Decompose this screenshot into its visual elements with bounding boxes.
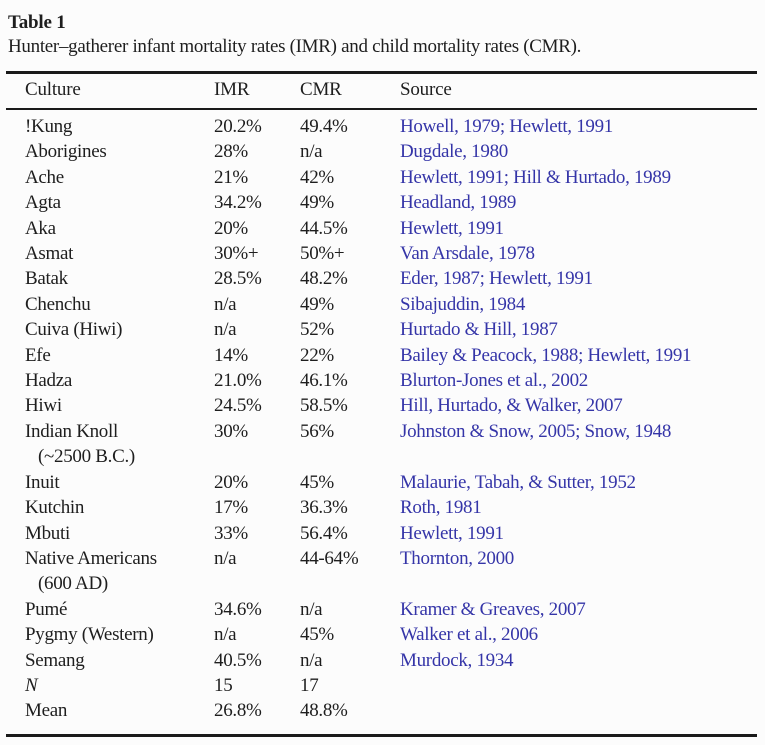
culture-name-second-line: (~2500 B.C.)	[38, 446, 135, 468]
imr-value: 34.2%	[214, 192, 262, 214]
cmr-value: 44.5%	[300, 217, 348, 239]
source-citation-link[interactable]: Hewlett, 1991	[400, 522, 504, 544]
cmr-value: 49%	[300, 293, 334, 315]
table-row	[6, 292, 757, 317]
column-header-culture: Culture	[6, 73, 214, 110]
imr-value: 14%	[214, 344, 248, 366]
culture-name: Hadza	[25, 370, 73, 392]
cmr-value: 48.2%	[300, 268, 348, 290]
table-row	[6, 317, 757, 342]
culture-name: Efe	[25, 344, 51, 366]
column-header-imr: IMR	[214, 73, 300, 110]
culture-name: Cuiva (Hiwi)	[25, 319, 123, 341]
source-citation-link	[400, 673, 757, 698]
culture-name: Aka	[25, 217, 56, 239]
culture-name: Mbuti	[25, 522, 70, 544]
table-header-row	[6, 73, 757, 110]
source-citation-link[interactable]: Sibajuddin, 1984	[400, 293, 526, 315]
imr-value: 24.5%	[214, 395, 262, 417]
culture-name: Mean	[25, 700, 68, 722]
cmr-value: 48.8%	[300, 700, 348, 722]
culture-name: Pumé	[25, 598, 68, 620]
table-row	[6, 419, 757, 470]
culture-name: Aborigines	[25, 141, 107, 163]
culture-name: !Kung	[25, 116, 73, 137]
imr-value: 33%	[214, 522, 248, 544]
source-citation-link[interactable]: Hill, Hurtado, & Walker, 2007	[400, 395, 623, 417]
source-citation-link[interactable]: Malaurie, Tabah, & Sutter, 1952	[400, 471, 636, 493]
imr-value: n/a	[214, 547, 237, 569]
cmr-value: 46.1%	[300, 370, 348, 392]
mortality-rates-table	[6, 71, 757, 737]
source-citation-link[interactable]: Hurtado & Hill, 1987	[400, 319, 558, 341]
culture-cell	[6, 622, 214, 647]
cmr-value: 56%	[300, 420, 334, 442]
culture-name: Inuit	[25, 471, 60, 493]
table-row	[6, 470, 757, 495]
table-row	[6, 368, 757, 393]
cmr-value: n/a	[300, 598, 323, 620]
imr-value: 20%	[214, 217, 248, 239]
imr-value: 26.8%	[214, 700, 262, 722]
imr-value: 34.6%	[214, 598, 262, 620]
cmr-value: 52%	[300, 319, 334, 341]
culture-cell	[6, 419, 214, 470]
culture-cell	[6, 546, 214, 597]
table-row	[6, 343, 757, 368]
table-row	[6, 673, 757, 698]
culture-cell	[6, 216, 214, 241]
table-row	[6, 648, 757, 673]
table-row	[6, 622, 757, 647]
culture-name-second-line: (600 AD)	[38, 573, 108, 595]
cmr-value: n/a	[300, 649, 323, 671]
cmr-value: 50%+	[300, 243, 345, 265]
imr-value: 28%	[214, 141, 248, 163]
culture-name: Semang	[25, 649, 85, 671]
culture-name: Agta	[25, 192, 61, 214]
cmr-value: 45%	[300, 471, 334, 493]
cmr-value: 17	[300, 674, 319, 696]
culture-name: Chenchu	[25, 293, 91, 315]
table-row	[6, 139, 757, 164]
source-citation-link[interactable]: Howell, 1979; Hewlett, 1991	[400, 116, 614, 137]
table-row	[6, 266, 757, 291]
culture-cell	[6, 190, 214, 215]
cmr-value: 42%	[300, 166, 334, 188]
table-row	[6, 241, 757, 266]
culture-cell	[6, 165, 214, 190]
culture-name: Batak	[25, 268, 68, 290]
culture-cell	[6, 266, 214, 291]
table-row	[6, 165, 757, 190]
cmr-value: n/a	[300, 141, 323, 163]
imr-value: n/a	[214, 624, 237, 646]
culture-name: N	[25, 674, 38, 696]
culture-cell	[6, 698, 214, 735]
culture-name: Hiwi	[25, 395, 62, 417]
culture-name: Indian Knoll	[25, 420, 118, 442]
culture-cell	[6, 597, 214, 622]
imr-value: 17%	[214, 497, 248, 519]
culture-cell	[6, 368, 214, 393]
culture-name: Asmat	[25, 243, 74, 265]
source-citation-link[interactable]: Blurton-Jones et al., 2002	[400, 370, 588, 392]
imr-value: 28.5%	[214, 268, 262, 290]
cmr-value: 45%	[300, 624, 334, 646]
source-citation-link[interactable]: Roth, 1981	[400, 497, 482, 519]
source-citation-link	[400, 698, 757, 735]
source-citation-link[interactable]: Dugdale, 1980	[400, 141, 508, 163]
imr-value: 21.0%	[214, 370, 262, 392]
source-citation-link[interactable]: Hewlett, 1991	[400, 217, 504, 239]
table-row	[6, 698, 757, 735]
source-citation-link[interactable]: Walker et al., 2006	[400, 624, 538, 646]
source-citation-link[interactable]: Van Arsdale, 1978	[400, 243, 535, 265]
source-citation-link[interactable]: Kramer & Greaves, 2007	[400, 598, 586, 620]
cmr-value: 49%	[300, 192, 334, 214]
culture-cell	[6, 470, 214, 495]
culture-cell	[6, 343, 214, 368]
table-row	[6, 393, 757, 418]
cmr-value: 49.4%	[300, 116, 348, 137]
table-row	[6, 546, 757, 597]
imr-value: n/a	[214, 319, 237, 341]
cmr-value: 44-64%	[300, 547, 359, 569]
source-citation-link[interactable]: Eder, 1987; Hewlett, 1991	[400, 268, 593, 290]
imr-value: 30%+	[214, 243, 259, 265]
culture-cell	[6, 109, 214, 139]
table-caption: Hunter–gatherer infant mortality rates (IMR) and child mortality rates (CMR).	[8, 36, 582, 57]
imr-value: 30%	[214, 420, 248, 442]
culture-cell	[6, 139, 214, 164]
table-row	[6, 109, 757, 139]
table-row	[6, 597, 757, 622]
source-citation-link[interactable]: Headland, 1989	[400, 192, 517, 214]
imr-value: 20%	[214, 471, 248, 493]
source-citation-link[interactable]: Murdock, 1934	[400, 649, 514, 671]
cmr-value: 36.3%	[300, 497, 348, 519]
source-citation-link[interactable]: Bailey & Peacock, 1988; Hewlett, 1991	[400, 344, 692, 366]
table-row	[6, 190, 757, 215]
imr-value: n/a	[214, 293, 237, 315]
culture-cell	[6, 648, 214, 673]
cmr-value: 58.5%	[300, 395, 348, 417]
imr-value: 40.5%	[214, 649, 262, 671]
culture-cell	[6, 292, 214, 317]
culture-name: Pygmy (Western)	[25, 624, 154, 646]
culture-cell	[6, 317, 214, 342]
culture-cell	[6, 393, 214, 418]
table-row	[6, 521, 757, 546]
cmr-value: 22%	[300, 344, 334, 366]
imr-value: 21%	[214, 166, 248, 188]
table-number-label: Table 1	[8, 12, 66, 33]
cmr-value: 56.4%	[300, 522, 348, 544]
table-row	[6, 216, 757, 241]
imr-value: 15	[214, 674, 233, 696]
culture-name: Native Americans	[25, 547, 157, 569]
column-header-cmr: CMR	[300, 73, 400, 110]
culture-cell	[6, 241, 214, 266]
source-citation-link[interactable]: Thornton, 2000	[400, 547, 515, 569]
culture-cell	[6, 673, 214, 698]
imr-value: 20.2%	[214, 116, 262, 137]
source-citation-link[interactable]: Hewlett, 1991; Hill & Hurtado, 1989	[400, 166, 671, 188]
source-citation-link[interactable]: Johnston & Snow, 2005; Snow, 1948	[400, 420, 672, 442]
culture-name: Kutchin	[25, 497, 85, 519]
column-header-source: Source	[400, 73, 757, 110]
table-row	[6, 495, 757, 520]
culture-cell	[6, 521, 214, 546]
culture-name: Ache	[25, 166, 64, 188]
culture-cell	[6, 495, 214, 520]
